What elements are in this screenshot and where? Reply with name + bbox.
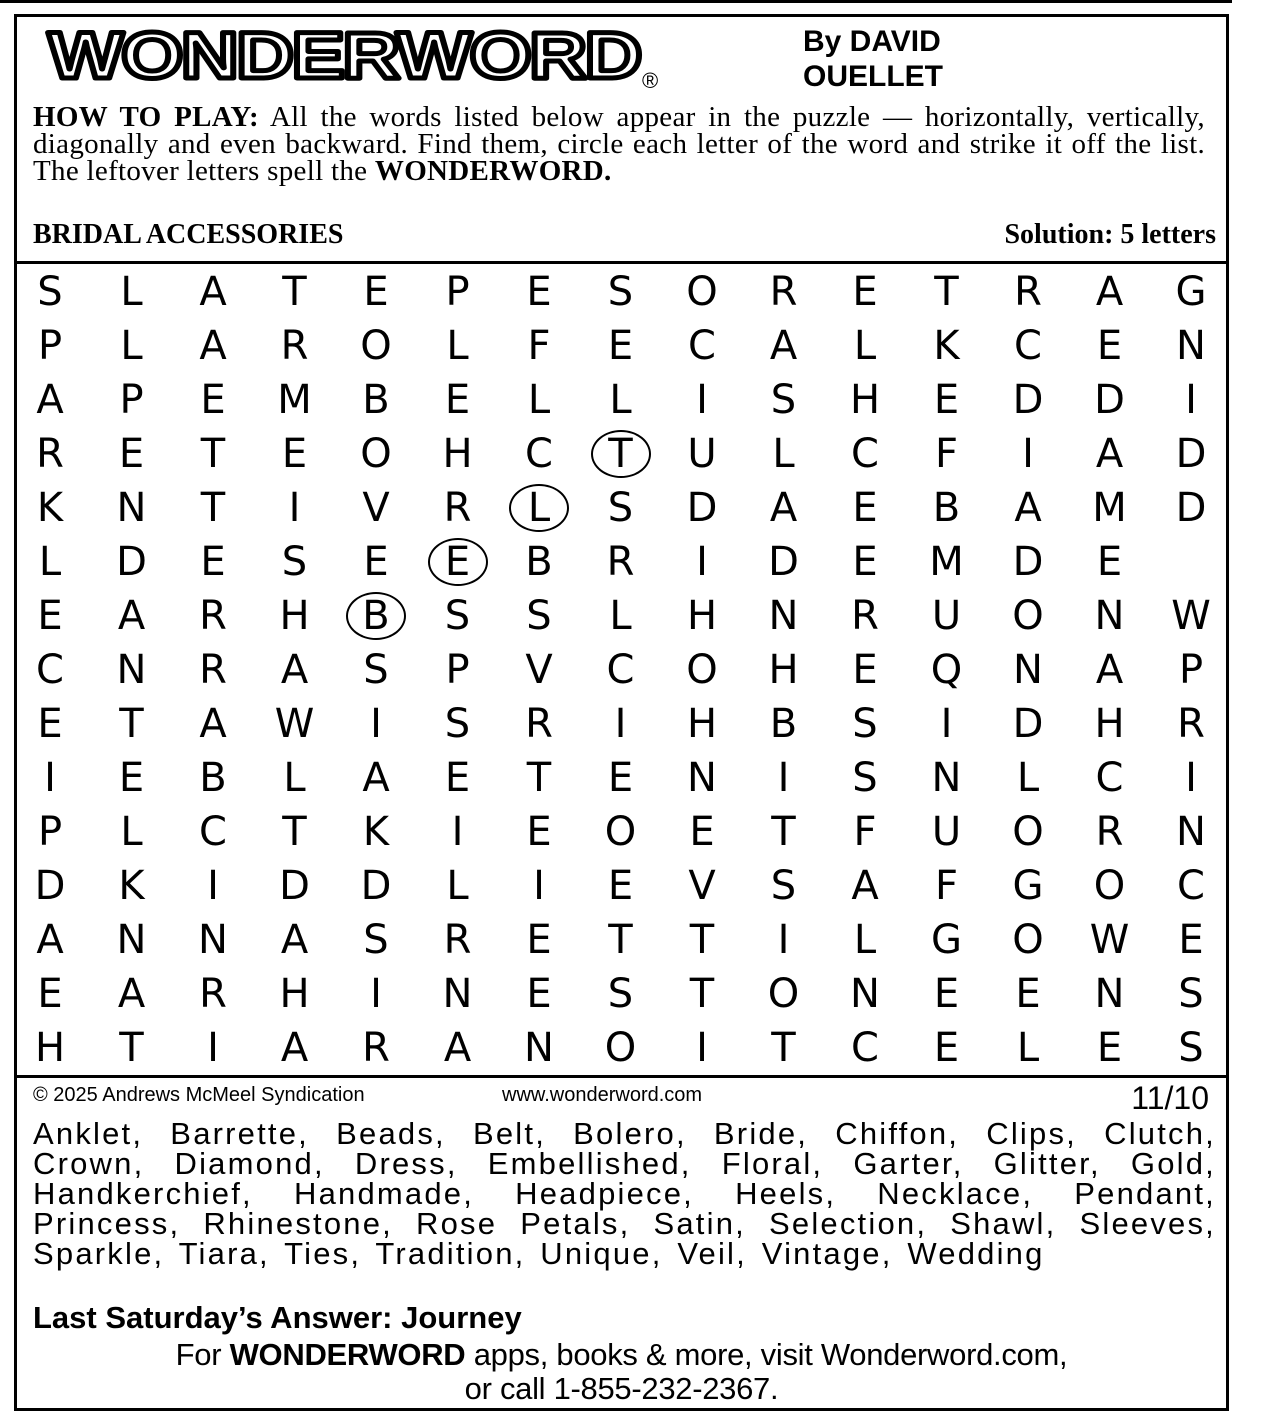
grid-letter[interactable]: H [1094, 701, 1125, 747]
grid-letter[interactable]: C [851, 1025, 879, 1071]
promo-line1 [14, 1338, 1229, 1372]
grid-letter[interactable]: I [696, 1025, 708, 1071]
grid-letter[interactable]: I [533, 863, 545, 909]
grid-letter[interactable]: S [37, 269, 63, 315]
grid-letter[interactable]: A [117, 971, 146, 1017]
grid-letter[interactable]: T [608, 917, 633, 963]
grid-letter[interactable]: A [1014, 485, 1042, 531]
grid-letter[interactable]: I [1185, 377, 1197, 423]
grid-letter[interactable]: L [283, 755, 306, 801]
grid-letter[interactable]: H [686, 593, 718, 639]
instructions [33, 101, 1205, 187]
grid-letter[interactable]: L [527, 377, 551, 423]
divider-top [14, 261, 1229, 264]
grid-letter[interactable]: E [363, 269, 389, 315]
grid-letter[interactable]: I [696, 539, 708, 585]
grid-letter[interactable]: N [442, 971, 473, 1017]
grid-letter[interactable]: P [119, 377, 144, 423]
instructions-text: All the words listed below appear in the puzzle — horizontally, vertically, diagonally and even backward. Find them, circle each letter of the word and strike it off the list. The leftover letters spell the [33, 101, 1205, 187]
grid-letter[interactable]: S [444, 701, 471, 747]
grid-letter[interactable]: L [527, 485, 551, 531]
grid-letter[interactable]: L [853, 323, 877, 369]
grid-letter[interactable]: S [607, 971, 634, 1017]
grid-letter[interactable]: H [768, 647, 799, 693]
grid-letter[interactable]: O [360, 323, 392, 369]
grid-letter[interactable]: N [116, 917, 147, 963]
last-answer: Last Saturday’s Answer: Journey [33, 1300, 522, 1335]
grid-letter[interactable]: P [37, 323, 63, 369]
grid-letter[interactable]: A [117, 593, 146, 639]
grid-letter[interactable]: S [444, 593, 471, 639]
grid-letter[interactable]: S [526, 593, 552, 639]
grid-letter[interactable]: A [36, 377, 64, 423]
grid-letter[interactable]: B [525, 539, 553, 585]
grid-letter[interactable]: A [851, 863, 879, 909]
grid-letter[interactable]: P [445, 269, 470, 315]
grid-letter[interactable]: S [1178, 971, 1204, 1017]
promo-suffix: apps, books & more, visit Wonderword.com, [473, 1337, 1068, 1372]
grid-letter[interactable]: L [1016, 1025, 1040, 1071]
grid-letter[interactable]: E [444, 755, 471, 801]
promo-prefix: For [175, 1337, 222, 1372]
grid-letter[interactable]: E [37, 971, 63, 1017]
grid-letter[interactable]: D [1012, 701, 1044, 747]
grid-letter[interactable]: N [1013, 647, 1043, 693]
grid-letter[interactable]: P [37, 809, 63, 855]
grid-letter[interactable]: O [604, 809, 637, 855]
grid-letter[interactable]: D [686, 485, 718, 531]
registered-mark: ® [642, 68, 659, 90]
grid-letter[interactable]: L [120, 269, 143, 315]
grid-letter[interactable]: S [607, 269, 634, 315]
grid-letter[interactable]: L [446, 323, 469, 369]
grid-letter[interactable]: L [609, 377, 632, 423]
grid-letter[interactable]: E [852, 269, 878, 315]
grid-letter[interactable]: C [1014, 323, 1042, 369]
grid-letter[interactable]: F [934, 431, 958, 477]
grid-letter[interactable]: T [200, 485, 226, 531]
grid-letter[interactable]: T [119, 1025, 144, 1071]
grid-letter[interactable]: A [280, 917, 309, 963]
grid-letter[interactable]: R [443, 485, 472, 531]
grid-letter[interactable]: E [1096, 539, 1123, 585]
grid-letter[interactable]: O [1093, 863, 1126, 909]
grid-letter[interactable]: O [686, 647, 718, 693]
grid-letter[interactable]: B [199, 755, 227, 801]
grid-letter[interactable]: A [769, 485, 798, 531]
grid-letter[interactable]: P [445, 647, 470, 693]
grid-letter[interactable]: R [199, 971, 227, 1017]
grid-letter[interactable]: E [607, 863, 634, 909]
grid-letter[interactable]: E [1015, 971, 1041, 1017]
grid-letter[interactable]: R [606, 539, 635, 585]
grid-letter[interactable]: A [443, 1025, 472, 1071]
grid-letter[interactable]: I [1185, 755, 1197, 801]
grid-letter[interactable]: U [931, 809, 962, 855]
grid-letter[interactable]: I [451, 809, 464, 855]
grid-letter[interactable]: C [525, 431, 553, 477]
grid-letter[interactable]: I [288, 485, 301, 531]
grid-letter[interactable]: H [279, 971, 310, 1017]
promo-brand: WONDERWORD [229, 1337, 466, 1372]
grid-letter[interactable]: T [282, 809, 307, 855]
divider-bottom [14, 1075, 1229, 1078]
grid-letter[interactable]: A [1095, 269, 1124, 315]
puzzle-theme: BRIDAL ACCESSORIES [33, 219, 344, 250]
grid-letter[interactable]: A [362, 755, 390, 801]
puzzle-date: 11/10 [1131, 1080, 1209, 1116]
grid-letter[interactable]: T [934, 269, 959, 315]
grid-letter[interactable]: Q [930, 647, 963, 693]
grid-letter[interactable]: R [199, 593, 227, 639]
grid-letter[interactable]: E [444, 377, 471, 423]
grid-letter[interactable]: E [200, 539, 226, 585]
copyright: © 2025 Andrews McMeel Syndication [33, 1084, 365, 1106]
grid-letter[interactable]: V [525, 647, 553, 693]
grid-letter[interactable]: C [1095, 755, 1124, 801]
grid-letter[interactable]: T [282, 269, 307, 315]
grid-letter[interactable]: N [198, 917, 228, 963]
grid-letter[interactable]: F [527, 323, 551, 369]
grid-letter[interactable]: O [767, 971, 800, 1017]
grid-letter[interactable]: A [199, 269, 227, 315]
grid-letter[interactable]: L [120, 809, 143, 855]
grid-letter[interactable]: N [687, 755, 717, 801]
grid-letter[interactable]: R [1014, 269, 1042, 315]
logo-text: WONDERWORD [48, 22, 640, 90]
grid-letter[interactable]: I [44, 755, 56, 801]
grid-letter[interactable]: H [849, 377, 881, 423]
grid-letter[interactable]: W [274, 701, 315, 747]
grid-letter[interactable]: R [443, 917, 472, 963]
grid-letter[interactable]: B [769, 701, 798, 747]
grid-letter[interactable]: S [363, 917, 389, 963]
grid-letter[interactable]: E [933, 1025, 960, 1071]
grid-letter[interactable]: T [771, 1025, 796, 1071]
grid-letter[interactable]: A [280, 1025, 309, 1071]
grid-letter[interactable]: E [444, 539, 471, 585]
grid-letter[interactable]: N [850, 971, 880, 1017]
grid-letter[interactable]: O [686, 269, 718, 315]
grid-letter[interactable]: E [526, 269, 552, 315]
instructions-ending: WONDERWORD. [374, 155, 612, 187]
grid-letter[interactable]: S [1178, 1025, 1204, 1071]
grid-letter[interactable]: R [1177, 701, 1205, 747]
grid-letter[interactable]: B [362, 593, 390, 639]
grid-letter[interactable]: G [1175, 269, 1207, 315]
grid-letter[interactable]: E [852, 539, 878, 585]
grid-letter[interactable]: R [199, 647, 227, 693]
grid-letter[interactable]: N [1094, 971, 1125, 1017]
grid-letter[interactable]: E [526, 971, 552, 1017]
grid-letter[interactable]: N [524, 1025, 554, 1071]
grid-letter[interactable]: E [281, 431, 308, 477]
grid-letter[interactable]: E [689, 809, 715, 855]
letter-circle [591, 430, 651, 478]
grid-letter[interactable]: B [362, 377, 390, 423]
grid-letter[interactable]: D [360, 863, 392, 909]
grid-letter[interactable]: D [1175, 431, 1207, 477]
grid-letter[interactable]: L [772, 431, 795, 477]
grid-letter[interactable]: E [526, 809, 552, 855]
grid-letter[interactable]: T [119, 701, 144, 747]
grid-letter[interactable]: O [360, 431, 392, 477]
grid-letter[interactable]: E [852, 647, 878, 693]
grid-letter[interactable]: E [118, 431, 145, 477]
grid-letter[interactable]: F [853, 809, 877, 855]
top-rule [0, 0, 1232, 3]
grid-letter[interactable]: P [1178, 647, 1204, 693]
grid-letter[interactable]: E [852, 485, 878, 531]
grid-letter[interactable]: R [525, 701, 553, 747]
grid-letter[interactable]: E [37, 701, 63, 747]
grid-letter[interactable]: R [362, 1025, 390, 1071]
letter-circle [509, 484, 569, 532]
grid-letter[interactable]: S [607, 485, 634, 531]
grid-letter[interactable]: H [442, 431, 473, 477]
grid-letter[interactable]: C [606, 647, 635, 693]
grid-letter[interactable]: T [608, 431, 633, 477]
grid-letter[interactable]: G [1012, 863, 1044, 909]
byline-line1: By DAVID [803, 25, 941, 58]
grid-letter[interactable]: I [614, 701, 627, 747]
grid-letter[interactable]: R [280, 323, 309, 369]
grid-letter[interactable]: K [362, 809, 390, 855]
byline-line2: OUELLET [803, 60, 943, 93]
grid-letter[interactable]: D [1012, 539, 1044, 585]
promo-line2: or call 1-855-232-2367. [464, 1371, 779, 1406]
grid-letter[interactable]: S [770, 863, 797, 909]
byline [803, 24, 943, 94]
grid-letter[interactable]: D [1094, 377, 1125, 423]
grid-letter[interactable]: U [931, 593, 962, 639]
grid-letter[interactable]: O [1012, 917, 1044, 963]
grid-letter[interactable]: C [199, 809, 227, 855]
grid-letter[interactable]: A [1095, 647, 1124, 693]
letter-circle [428, 538, 488, 586]
grid-letter[interactable]: S [770, 377, 797, 423]
grid-letter[interactable]: S [281, 539, 308, 585]
grid-letter[interactable]: D [34, 863, 66, 909]
grid-letter[interactable]: S [852, 701, 878, 747]
wonderword-logo [42, 22, 667, 90]
grid-letter[interactable]: K [933, 323, 960, 369]
grid-letter[interactable]: C [688, 323, 716, 369]
grid-letter[interactable]: L [853, 917, 877, 963]
grid-letter[interactable]: L [38, 539, 62, 585]
grid-letter[interactable]: A [280, 647, 309, 693]
grid-letter[interactable]: E [526, 917, 552, 963]
grid-letter[interactable]: E [1178, 917, 1204, 963]
grid-letter[interactable]: I [777, 755, 790, 801]
grid-letter[interactable]: E [1096, 323, 1123, 369]
grid-letter[interactable]: N [116, 485, 147, 531]
grid-letter[interactable]: A [199, 323, 227, 369]
grid-letter[interactable]: C [36, 647, 64, 693]
grid-letter[interactable]: S [852, 755, 878, 801]
grid-letter[interactable]: I [777, 917, 790, 963]
grid-letter[interactable]: R [851, 593, 879, 639]
grid-letter[interactable]: V [362, 485, 390, 531]
grid-letter[interactable]: N [768, 593, 799, 639]
grid-letter[interactable]: C [851, 431, 879, 477]
grid-letter[interactable]: D [1175, 485, 1207, 531]
grid-letter[interactable]: N [931, 755, 962, 801]
grid-letter[interactable]: T [526, 755, 552, 801]
grid-letter[interactable]: I [1022, 431, 1034, 477]
grid-letter[interactable]: I [207, 1025, 219, 1071]
grid-letter[interactable]: L [120, 323, 143, 369]
grid-letter[interactable]: T [200, 431, 226, 477]
grid-letter[interactable]: E [1096, 1025, 1123, 1071]
grid-letter[interactable]: L [1016, 755, 1040, 801]
grid-letter[interactable]: B [932, 485, 961, 531]
grid-letter[interactable]: A [199, 701, 227, 747]
grid-letter[interactable]: A [36, 917, 64, 963]
grid-letter[interactable]: R [36, 431, 64, 477]
grid-letter[interactable]: L [446, 863, 469, 909]
grid-letter[interactable]: I [207, 863, 219, 909]
grid-letter[interactable]: W [1089, 917, 1130, 963]
grid-letter[interactable]: D [279, 863, 310, 909]
grid-letter[interactable]: H [34, 1025, 66, 1071]
letter-grid [16, 266, 1225, 1076]
solution-hint: Solution: 5 letters [1004, 219, 1216, 250]
grid-letter[interactable]: E [200, 377, 226, 423]
grid-letter[interactable]: A [769, 323, 798, 369]
grid-letter[interactable]: D [768, 539, 799, 585]
grid-letter[interactable]: C [1177, 863, 1205, 909]
grid-letter[interactable]: H [279, 593, 310, 639]
letter-circle [346, 592, 406, 640]
grid-letter[interactable]: S [363, 647, 389, 693]
grid-letter[interactable]: M [1092, 485, 1127, 531]
grid-letter[interactable]: U [687, 431, 717, 477]
grid-letter[interactable]: I [370, 971, 382, 1017]
grid-letter[interactable]: E [933, 971, 960, 1017]
grid-letter[interactable]: E [933, 377, 960, 423]
grid-letter[interactable]: W [1171, 593, 1211, 639]
grid-letter[interactable]: V [688, 863, 716, 909]
instructions-label: HOW TO PLAY: [33, 101, 259, 133]
grid-letter[interactable]: L [609, 593, 632, 639]
grid-letter[interactable]: R [769, 269, 798, 315]
grid-letter[interactable]: T [771, 809, 796, 855]
grid-letter[interactable]: E [37, 593, 63, 639]
grid-letter[interactable]: O [1012, 809, 1044, 855]
grid-letter[interactable]: I [370, 701, 382, 747]
grid-letter[interactable]: T [689, 971, 715, 1017]
grid-letter[interactable]: N [116, 647, 147, 693]
grid-letter[interactable]: M [929, 539, 964, 585]
grid-letter[interactable]: E [607, 755, 634, 801]
grid-letter[interactable]: N [1176, 809, 1206, 855]
word-list: Anklet, Barrette, Beads, Belt, Bolero, Bride, Chiffon, Clips, Clutch, Crown, Diamond, Dress, Embellished, Floral, Garter, Glitter, Gold, Handkerchief, Handmade, Headpiece, Heels, Necklace, Pendant, Princess, Rhinestone, Rose Petals, Satin, Selection, Shawl, Sleeves, Sparkle, Tiara, Ties, Tradition, Unique, Veil, Vintage, Wedding [33, 1116, 1216, 1271]
grid-letter[interactable]: H [686, 701, 718, 747]
grid-letter[interactable]: O [604, 1025, 637, 1071]
grid-letter[interactable]: D [116, 539, 147, 585]
grid-letter[interactable]: E [607, 323, 634, 369]
grid-letter[interactable]: D [1012, 377, 1044, 423]
grid-letter[interactable]: I [940, 701, 953, 747]
grid-letter[interactable]: K [36, 485, 64, 531]
grid-letter[interactable]: A [1095, 431, 1124, 477]
grid-letter[interactable]: G [931, 917, 962, 963]
grid-letter[interactable]: N [1094, 593, 1125, 639]
grid-letter[interactable]: M [277, 377, 312, 423]
grid-letter[interactable]: O [1012, 593, 1044, 639]
grid-letter[interactable]: E [363, 539, 389, 585]
grid-letter[interactable]: K [118, 863, 145, 909]
grid-letter[interactable]: I [696, 377, 708, 423]
grid-letter[interactable]: T [689, 917, 715, 963]
grid-letter[interactable]: E [118, 755, 145, 801]
grid-letter[interactable]: F [934, 863, 958, 909]
grid-letter[interactable]: N [1176, 323, 1206, 369]
website: www.wonderword.com [502, 1084, 703, 1106]
grid-letter[interactable]: R [1095, 809, 1124, 855]
